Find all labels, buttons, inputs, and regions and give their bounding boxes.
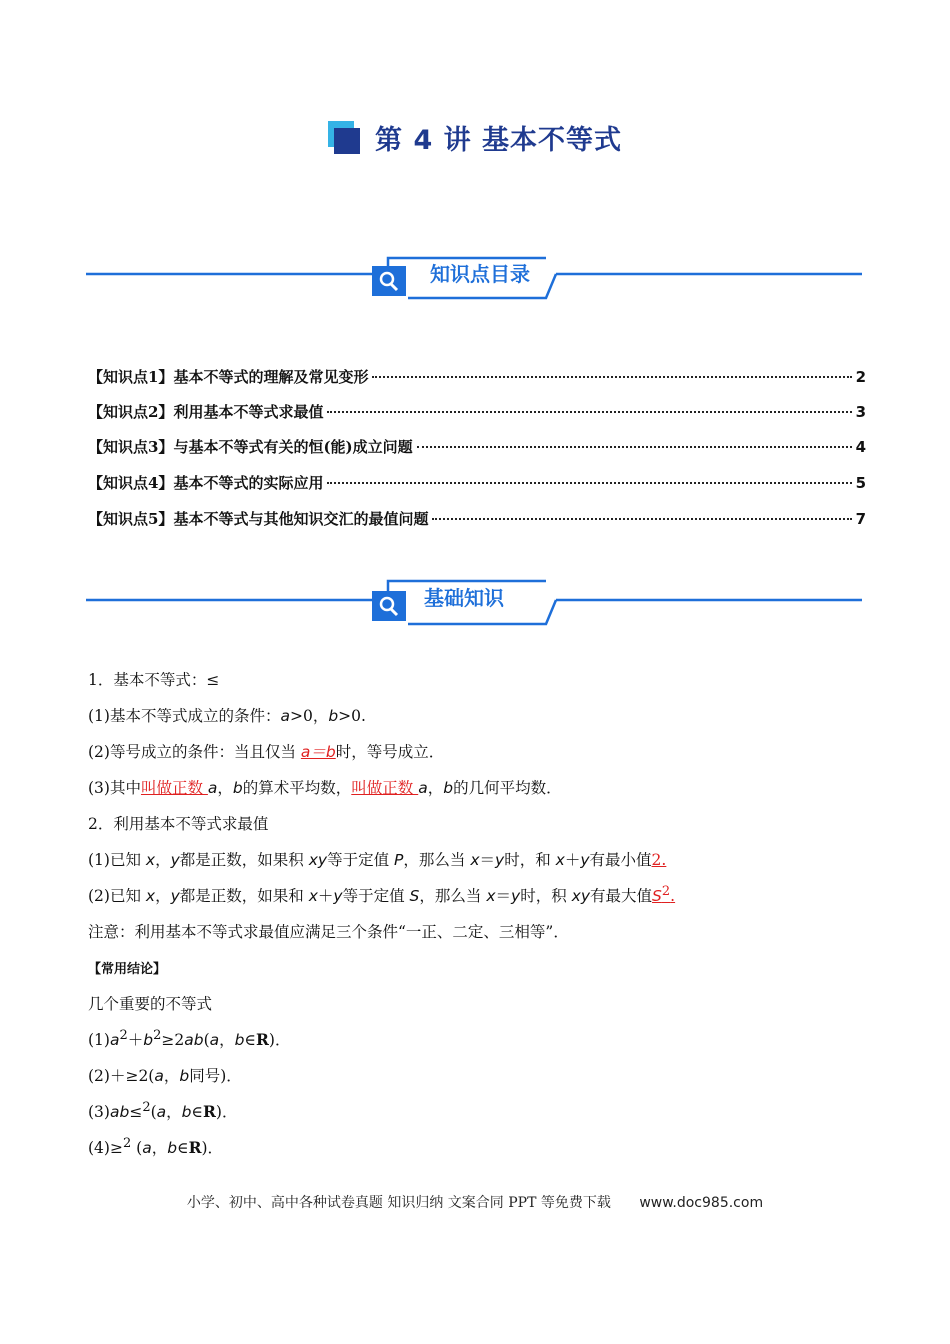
toc-item-label: 【知识点3】与基本不等式有关的恒(能)成立问题	[88, 438, 413, 456]
content-line-12: (2)＋≥2(a，b同号)．	[88, 1067, 242, 1085]
answer-blank: a＝b	[300, 743, 336, 761]
toc-item-label: 【知识点4】基本不等式的实际应用	[88, 474, 324, 492]
answer-blank: 2.	[651, 851, 667, 869]
section-label-basics: 基础知识	[424, 586, 504, 610]
toc-item-2[interactable]	[88, 401, 866, 425]
title-square-icon	[328, 121, 362, 155]
toc-item-label: 【知识点2】利用基本不等式求最值	[88, 403, 324, 421]
page-title-block	[0, 118, 950, 157]
content-line-3: (2)等号成立的条件：当且仅当 a＝b时，等号成立．	[88, 743, 445, 761]
toc-page-number: 5	[855, 474, 866, 492]
toc-item-5[interactable]	[88, 508, 866, 532]
content-line-7: (2)已知 x，y都是正数，如果和 x＋y等于定值 S，那么当 x＝y时，积 xy有最大值$S^2$.	[88, 884, 676, 906]
toc-item-3[interactable]	[88, 436, 866, 460]
footer-text: 小学、初中、高中各种试卷真题 知识归纳 文案合同 PPT 等免费下载	[186, 1195, 611, 1211]
page-title: 第 4 讲 基本不等式	[375, 125, 623, 156]
toc-page-number: 4	[855, 438, 866, 456]
toc-item-label: 【知识点1】基本不等式的理解及常见变形	[88, 368, 369, 386]
toc-leader-dots	[417, 446, 852, 448]
content-line-10: 几个重要的不等式	[88, 995, 213, 1013]
section-banner-basics	[0, 578, 950, 638]
content-line-1: 1．基本不等式：≤	[88, 671, 220, 689]
content-line-14: (4)≥$^2$ (a，b∈R)．	[88, 1136, 224, 1158]
answer-blank: 叫做正数	[351, 779, 419, 797]
page-footer	[0, 1192, 950, 1212]
toc-item-label: 【知识点5】基本不等式与其他知识交汇的最值问题	[88, 510, 429, 528]
toc-page-number: 7	[855, 510, 866, 528]
content-line-2: (1)基本不等式成立的条件：a>0，b>0.	[88, 707, 366, 725]
content-line-11: $(1)a^2+b^2\ge 2ab(a$，b∈R)．	[88, 1028, 291, 1050]
toc-page-number: 2	[855, 368, 866, 386]
toc-item-4[interactable]	[88, 472, 866, 496]
footer-site-link[interactable]: www.doc985.com	[639, 1195, 764, 1211]
toc-page-number: 3	[855, 403, 866, 421]
section-banner-toc	[0, 254, 950, 314]
content-line-6: (1)已知 x，y都是正数，如果积 xy等于定值 P，那么当 x＝y时，和 x＋y有最小值2.	[88, 851, 667, 869]
section-label-toc: 知识点目录	[430, 262, 530, 286]
content-line-4: (3)其中叫做正数 a，b的算术平均数，叫做正数 a，b的几何平均数．	[88, 779, 562, 797]
answer-blank: $S^2$.	[652, 884, 676, 906]
toc-leader-dots	[432, 518, 851, 520]
toc-leader-dots	[372, 376, 851, 378]
content-line-5: 2．利用基本不等式求最值	[88, 815, 269, 833]
answer-blank: 叫做正数	[140, 779, 208, 797]
content-line-13: (3)ab≤$^2$(a，b∈R)．	[88, 1100, 238, 1122]
toc-leader-dots	[327, 482, 851, 484]
content-line-8: 注意：利用基本不等式求最值应满足三个条件“一正、二定、三相等”．	[88, 923, 569, 941]
content-line-9: 【常用结论】	[88, 962, 167, 977]
toc-item-1[interactable]	[88, 366, 866, 390]
toc-leader-dots	[327, 411, 851, 413]
